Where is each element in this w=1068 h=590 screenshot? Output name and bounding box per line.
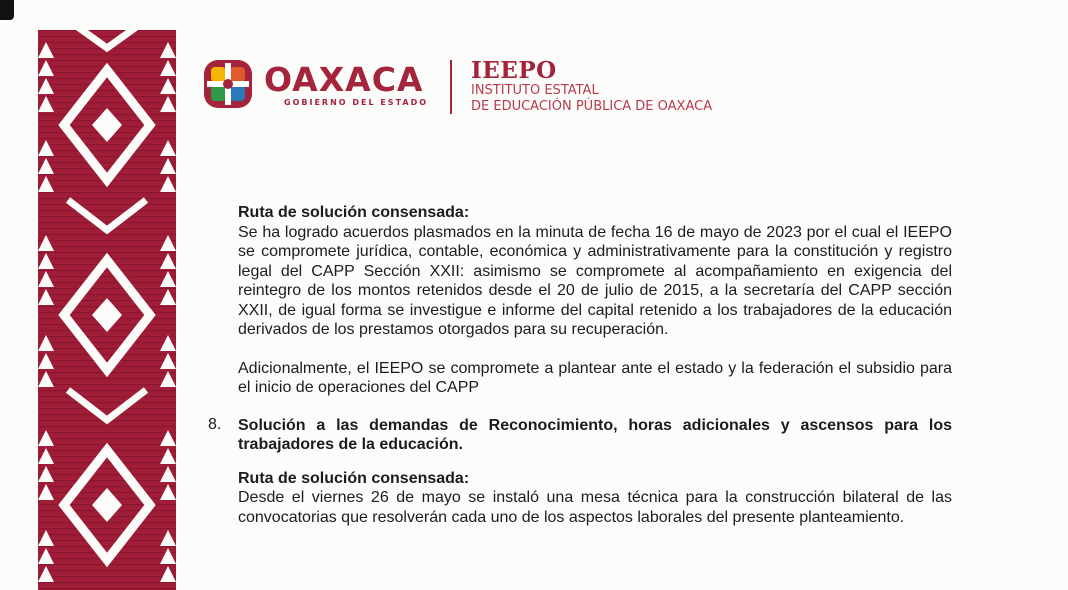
header-divider [450, 60, 452, 114]
additional-paragraph: Adicionalmente, el IEEPO se compromete a plantear ante el estado y la federación el subsidio para el inicio de operaciones del CAPP [238, 359, 952, 396]
institute-line-1: INSTITUTO ESTATAL [471, 83, 599, 98]
institute-line-2: DE EDUCACIÓN PÚBLICA DE OAXACA [471, 99, 713, 114]
oaxaca-emblem-icon [202, 58, 254, 110]
route-heading: Ruta de solución consensada: [238, 469, 470, 487]
section-number: 8. [208, 415, 222, 433]
institute-acronym: IEEPO [471, 57, 557, 84]
state-subtitle: GOBIERNO DEL ESTADO [284, 98, 429, 107]
document-body [208, 203, 952, 527]
state-name: OAXACA [264, 60, 424, 99]
ieepo-logo [471, 58, 712, 115]
section-8 [208, 415, 952, 455]
route-paragraph: Desde el viernes 26 de mayo se instaló una mesa técnica para la construcción bilateral de las convocatorias que resolverán cada uno de los aspectos laborales del presente planteamiento. [238, 489, 952, 526]
route-paragraph: Se ha logrado acuerdos plasmados en la minuta de fecha 16 de mayo de 2023 por el cual el IEEPO se compromete jurídica, contable, económica y administrativamente para la constitución y registro legal del CAPP Sección XXII: asimismo se compromete al acompañamiento en exigencia del reintegro de los montos retenidos desde el 20 de julio de 2015, a la secretaría del CAPP sección XXII, de igual forma se investigue e informe del capital retenido a los trabajadores de la educación derivados de los prestamos otorgados para su recuperación. [238, 223, 952, 338]
scan-edge-mark [0, 0, 14, 20]
decorative-border-pattern [38, 30, 176, 590]
section-title: Solución a las demandas de Reconocimiento, horas adicionales y ascensos para los trabajadores de la educación. [238, 416, 952, 453]
route-heading: Ruta de solución consensada: [238, 204, 470, 221]
